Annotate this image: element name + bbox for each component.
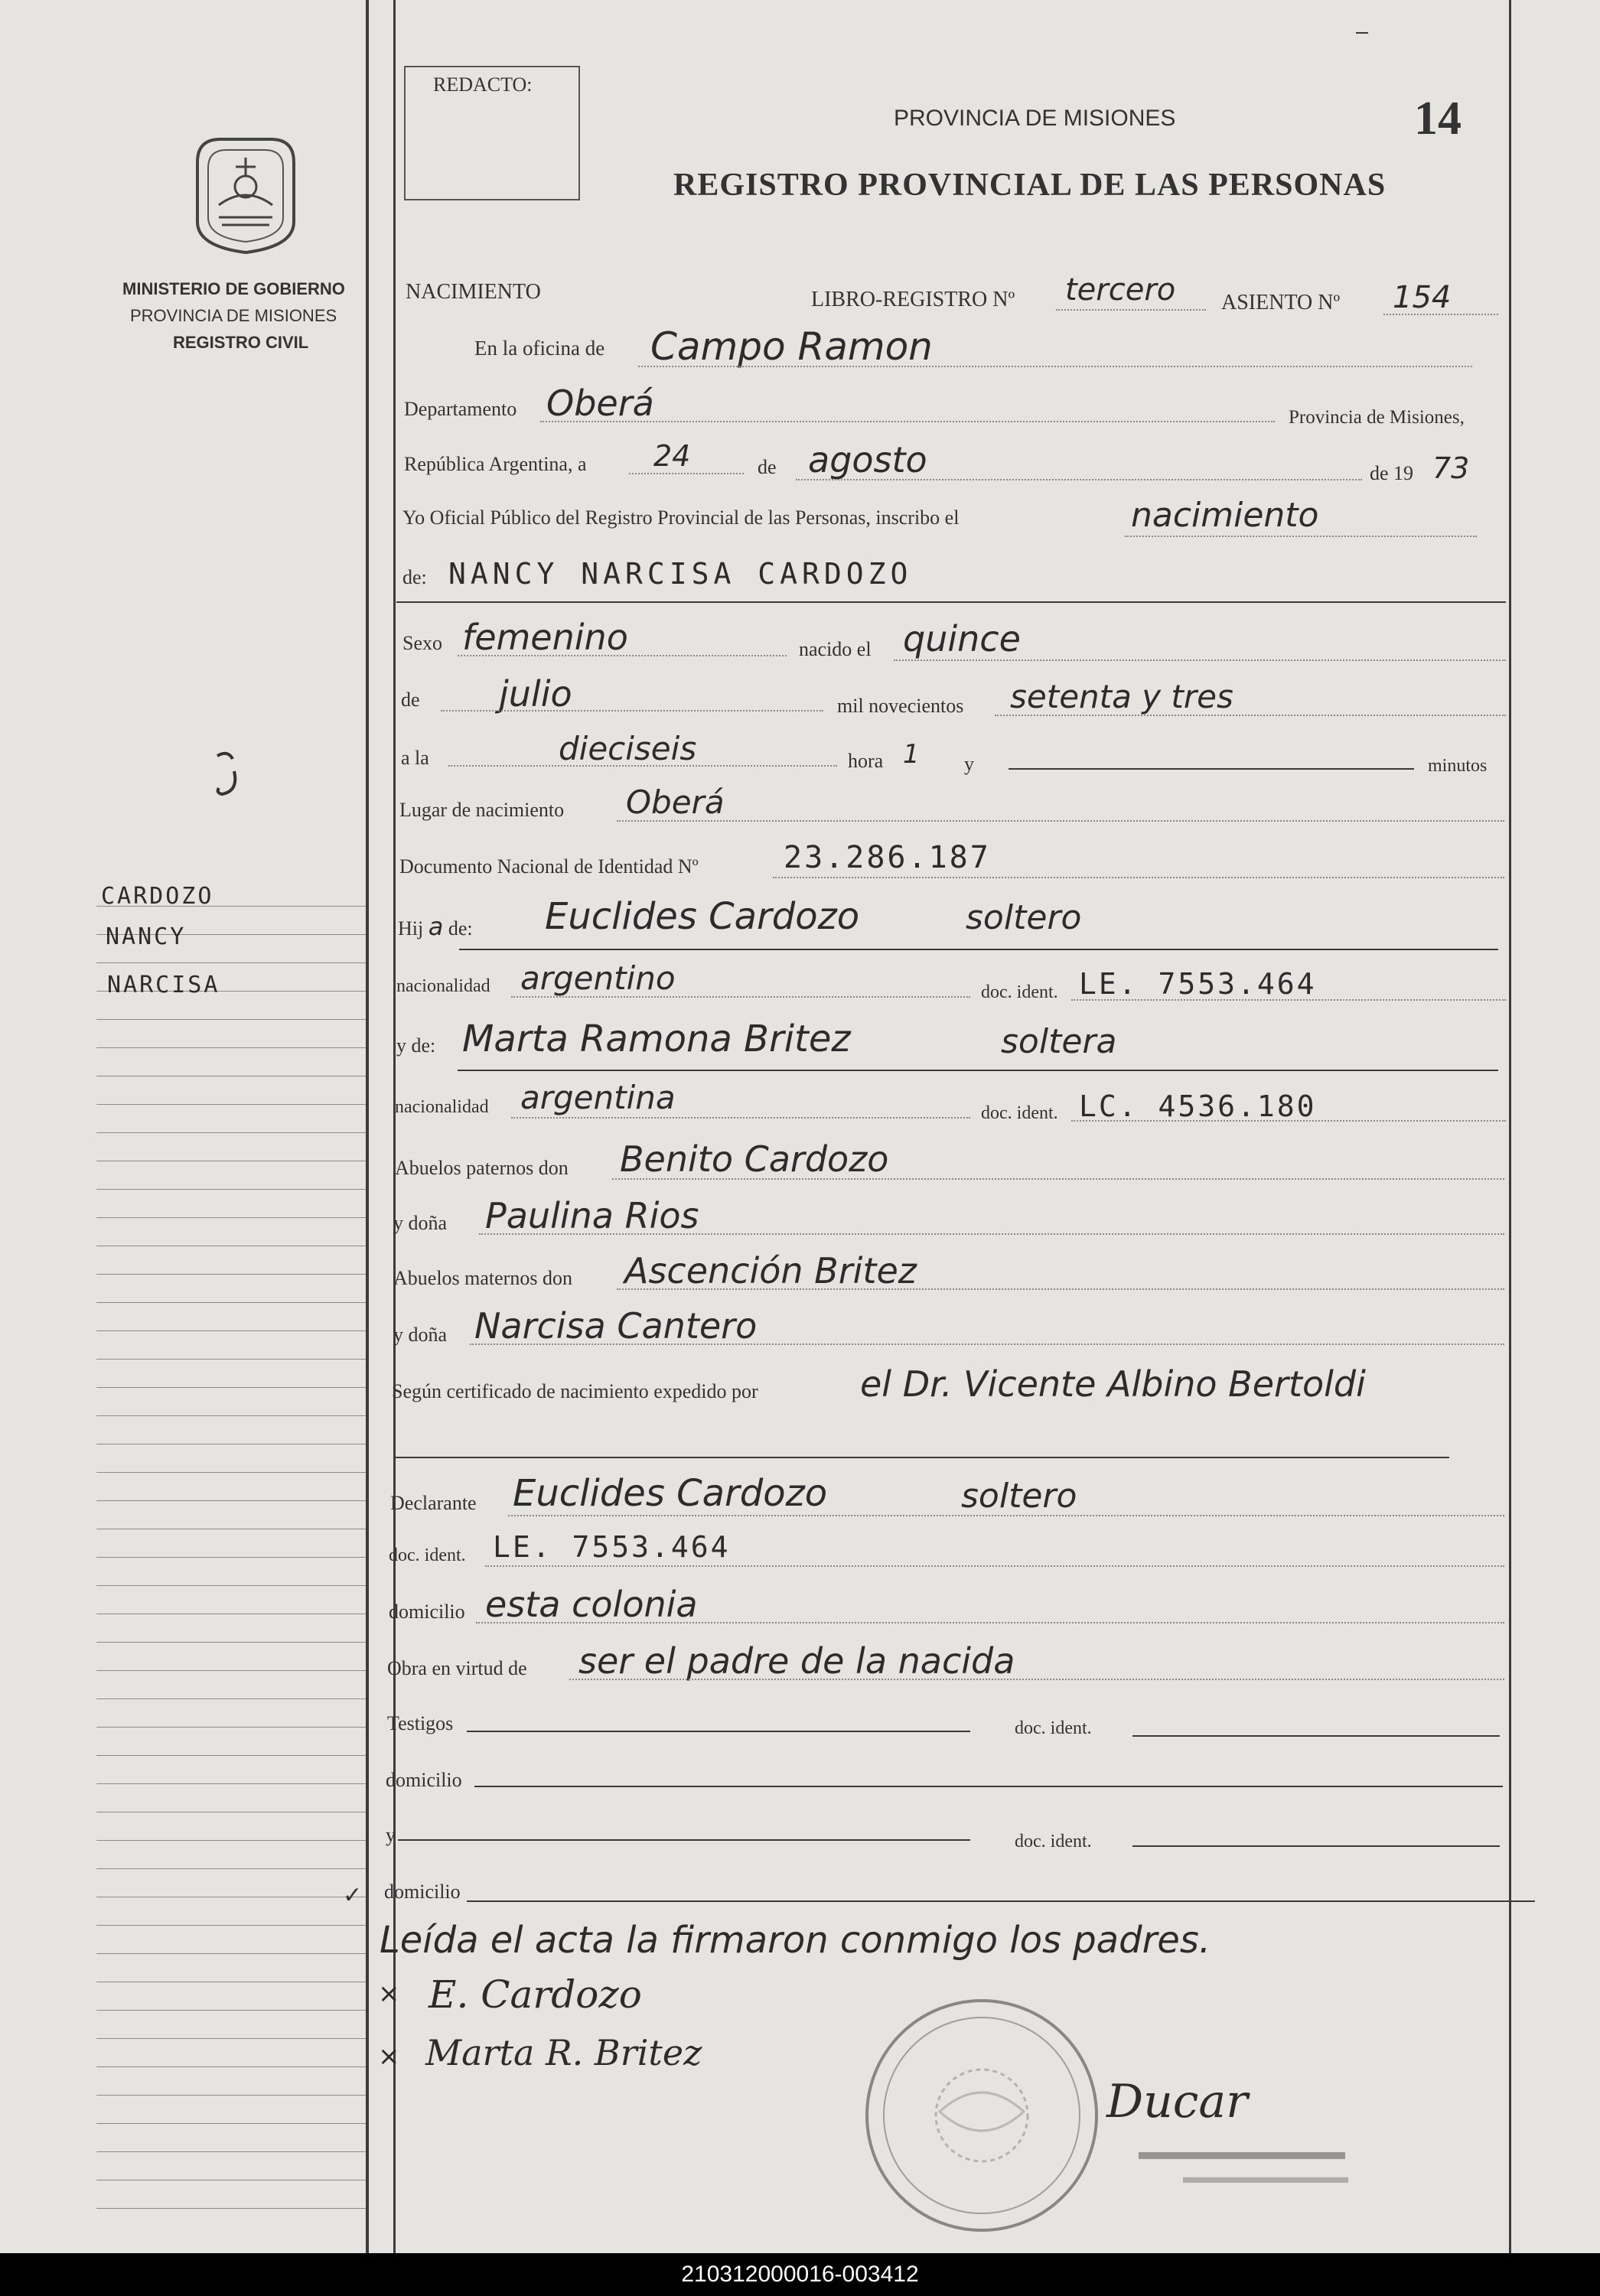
signature-mother: Marta R. Britez [425,2032,702,2073]
index-rule [96,1274,366,1275]
testigos-rule [467,1731,970,1732]
declarante-value: Euclides Cardozo [513,1472,828,1515]
index-rule [96,2038,366,2039]
name-prefix-label: de: [402,566,427,588]
father-name: Euclides Cardozo [545,895,860,938]
father-nationality-line [511,996,970,998]
index-rule [96,1359,366,1360]
domicilio-label: domicilio [389,1601,465,1623]
inscribo-line [1125,536,1477,537]
asiento-label: ASIENTO Nº [1221,291,1341,314]
lugar-line [617,820,1504,822]
declarante-label: Declarante [390,1492,477,1514]
sexo-line [458,655,787,656]
month-value: agosto [808,439,927,480]
province-emblem [182,132,309,257]
abuela-materna-label: y doña [393,1324,448,1346]
asiento-value: 154 [1393,280,1452,315]
obra-label: Obra en virtud de [387,1657,527,1679]
image-id-footer: 210312000016-003412 [0,2253,1600,2296]
testigos-domicilio-rule [474,1786,1503,1787]
testigos-domicilio-label: domicilio [386,1769,462,1791]
registry-label: REGISTRO CIVIL [173,333,309,352]
index-rule [96,1387,366,1388]
closing-note: Leída el acta la firmaron conmigo los padres. [380,1919,1211,1962]
province-label: PROVINCIA DE MISIONES [130,306,337,325]
corner-tick [1356,32,1368,34]
dni-label: Documento Nacional de Identidad Nº [399,855,699,878]
index-rule [96,1104,366,1105]
abuelo-paterno-value: Benito Cardozo [620,1138,889,1180]
signature-marker-2: × [378,2041,400,2072]
index-rule [96,1925,366,1926]
index-rule [96,1953,366,1954]
page-title: REGISTRO PROVINCIAL DE LAS PERSONAS [673,168,1387,203]
de-label-2: de [401,689,420,711]
departamento-line [540,421,1275,422]
father-doc-label: doc. ident. [981,982,1058,1002]
mother-nationality-label: nacionalidad [395,1097,489,1117]
father-rule [459,949,1498,950]
inscribo-label: Yo Oficial Público del Registro Provincial de las Personas, inscribo el [402,506,960,529]
year-value: 73 [1432,451,1470,485]
oficina-line [638,366,1472,367]
registrant-name: NANCY NARCISA CARDOZO [448,557,913,591]
right-edge-rule [1509,0,1511,2253]
minutos-label: minutos [1428,756,1488,776]
index-name-1: NANCY [106,923,187,950]
abuela-materna-value: Narcisa Cantero [474,1305,758,1347]
header-province: PROVINCIA DE MISIONES [894,106,1176,131]
second-witness-label: y [386,1824,396,1846]
minutes-rule [1009,768,1414,770]
abuelo-materno-line [617,1288,1504,1290]
mother-civil-state: soltera [1001,1022,1117,1061]
republica-label: República Argentina, a [404,453,587,475]
departamento-value: Oberá [546,383,654,424]
index-rule [96,1217,366,1218]
index-rule [96,1019,366,1020]
margin-tick: ✓ [343,1883,363,1908]
hijo-letter: a [428,912,444,941]
hijo-label-suffix: de: [448,917,473,940]
official-stamp-block: ▬▬▬▬▬▬▬▬▬ [1139,2139,1345,2164]
a-la-label: a la [401,747,429,769]
page-number: 14 [1414,93,1462,145]
dni-value: 23.286.187 [784,840,991,875]
de-label: de [758,456,777,478]
father-nationality-label: nacionalidad [396,976,490,996]
mother-prefix-label: y de: [396,1034,436,1057]
mother-doc-label: doc. ident. [981,1103,1058,1123]
dni-line [773,877,1504,878]
index-surname: CARDOZO [101,883,214,910]
birth-month-line [441,710,823,712]
abuelos-paternos-label: Abuelos paternos don [395,1157,569,1179]
month-line [796,479,1362,480]
oficina-label: En la oficina de [474,337,605,360]
index-rule [96,1698,366,1699]
index-rule [96,2208,366,2209]
birth-year-line [995,715,1506,716]
domicilio-value: esta colonia [485,1584,698,1625]
day-line [629,473,744,474]
index-rule [96,1585,366,1586]
testigos-doc-rule [1132,1735,1500,1737]
abuelo-paterno-line [612,1178,1504,1180]
index-rule [96,2095,366,2096]
index-rule [96,2066,366,2067]
testigos-doc-label: doc. ident. [1015,1718,1092,1738]
obra-line [569,1679,1504,1680]
oficina-value: Campo Ramon [650,324,933,369]
ministry-label: MINISTERIO DE GOBIERNO [122,279,345,298]
libro-line [1056,309,1206,311]
index-rule [96,1132,366,1133]
nacido-line [894,659,1506,661]
index-rule [96,1500,366,1501]
redacto-box [404,66,580,200]
redacto-label: REDACTO: [433,73,533,96]
nacido-value: quince [903,618,1021,659]
official-seal [848,1989,1116,2242]
hour-value: dieciseis [559,730,697,767]
certificado-label: Según certificado de nacimiento expedido por [392,1380,758,1402]
mother-name: Marta Ramona Britez [462,1018,851,1060]
testigos-label: Testigos [387,1712,454,1734]
signature-father: E. Cardozo [429,1972,642,2017]
departamento-label: Departamento [404,398,517,420]
certificado-rule [393,1457,1449,1458]
father-nationality-value: argentino [520,959,676,997]
index-name-2: NARCISA [107,972,220,998]
mother-rule [458,1070,1498,1071]
abuela-paterna-label: y doña [393,1212,448,1234]
official-stamp-line: ▬▬▬▬▬▬▬▬▬ [1183,2167,1348,2187]
asiento-line [1383,314,1498,315]
index-rule [96,1727,366,1728]
mil-novecientos-label: mil novecientos [837,695,964,717]
index-rule [96,1642,366,1643]
margin-rule-outer [366,0,369,2253]
index-rule [96,1755,366,1756]
y-label: y [964,753,974,775]
official-signature: Ducar [1106,2075,1248,2128]
index-rule [96,1557,366,1558]
birth-year-value: setenta y tres [1010,678,1233,715]
lugar-value: Oberá [626,783,725,821]
sexo-value: femenino [462,617,628,658]
index-rule [96,2151,366,2152]
hijo-label-prefix: Hij [398,917,424,940]
father-civil-state: soltero [966,898,1082,937]
declarante-line [508,1515,1504,1516]
mother-nationality-value: argentina [520,1079,676,1116]
index-rule [96,962,366,963]
index-rule [96,1415,366,1416]
mother-doc-line [1071,1120,1506,1122]
father-doc-line [1071,999,1506,1001]
inscribo-value: nacimiento [1131,496,1319,535]
sexo-label: Sexo [402,632,442,654]
index-rule [96,1670,366,1671]
abuela-paterna-value: Paulina Rios [485,1195,699,1236]
father-doc-value: LE. 7553.464 [1079,967,1317,1001]
name-rule [396,601,1506,603]
abuela-materna-line [470,1343,1504,1345]
libro-label: LIBRO-REGISTRO Nº [811,288,1015,311]
hora-number: 1 [903,739,920,770]
index-rule [96,1047,366,1048]
signature-marker-1: × [378,1978,400,2009]
mother-nationality-line [511,1117,970,1119]
obra-value: ser el padre de la nacida [578,1640,1015,1682]
declarante-civil-state: soltero [961,1477,1077,1516]
second-witness-doc-rule [1132,1845,1500,1847]
second-witness-rule [398,1839,970,1841]
record-type-label: NACIMIENTO [406,280,541,304]
mother-doc-value: LC. 4536.180 [1079,1089,1317,1123]
nacido-label: nacido el [799,638,872,660]
index-rule [96,1868,366,1869]
index-rule [96,1330,366,1331]
index-rule [96,1189,366,1190]
hour-line [448,765,837,767]
index-rule [96,1840,366,1841]
lugar-label: Lugar de nacimiento [399,799,565,821]
abuelo-materno-value: Ascención Britez [624,1250,917,1291]
index-rule [96,2123,366,2124]
day-value: 24 [653,439,691,473]
certificado-value: el Dr. Vicente Albino Bertoldi [860,1363,1366,1405]
second-witness-doc-label: doc. ident. [1015,1832,1092,1851]
index-rule [96,1783,366,1784]
birth-month-value: julio [499,673,572,715]
second-witness-domicilio-rule [467,1900,1535,1902]
declarante-doc-line [485,1565,1504,1567]
year-prefix-label: de 19 [1370,462,1414,484]
second-witness-domicilio-label: domicilio [384,1881,461,1903]
libro-value: tercero [1065,272,1176,308]
index-rule [96,2010,366,2011]
margin-rule-inner [393,0,396,2253]
abuelos-maternos-label: Abuelos maternos don [393,1267,572,1289]
index-rule [96,1472,366,1473]
hijo-label [398,912,473,941]
abuela-paterna-line [479,1233,1504,1235]
declarante-doc-label: doc. ident. [389,1545,466,1565]
margin-mark-glyph [213,748,243,802]
domicilio-line [476,1622,1504,1623]
provincia-label: Provincia de Misiones, [1289,407,1465,428]
declarante-doc-value: LE. 7553.464 [493,1530,731,1564]
hora-label: hora [848,750,884,772]
index-rule [96,1302,366,1303]
